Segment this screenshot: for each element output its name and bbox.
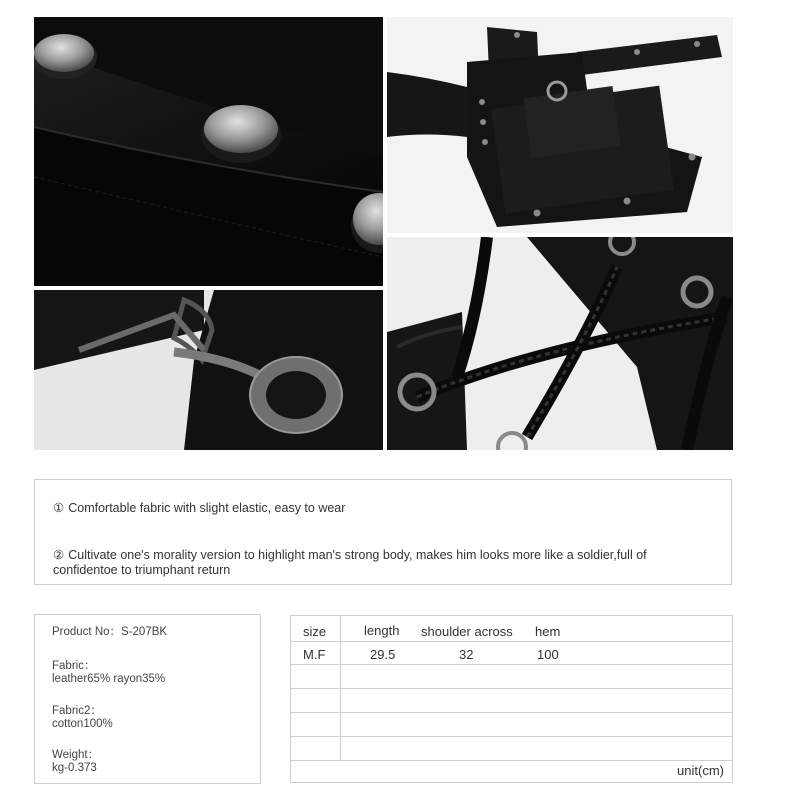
product-info-box	[34, 614, 261, 784]
header-length: length	[364, 623, 400, 638]
fabric-label: Fabric：	[52, 660, 96, 672]
weight-value: kg-0.373	[52, 762, 97, 774]
fabric2-value: cotton100%	[52, 718, 113, 730]
cell-size: M.F	[303, 647, 326, 662]
table-divider	[291, 736, 732, 737]
header-shoulder-across: shoulder across	[421, 624, 513, 639]
feature-text-continued: confidentoe to triumphant return	[53, 563, 231, 577]
feature-number: ①	[53, 501, 65, 515]
weight-label: Weight：	[52, 749, 100, 761]
fabric-value: leather65% rayon35%	[52, 673, 166, 685]
table-divider	[291, 688, 732, 689]
table-divider	[291, 760, 732, 761]
features-box	[34, 479, 732, 585]
header-size: size	[303, 624, 327, 639]
feature-number: ②	[53, 548, 65, 562]
photo-swivel-clip	[34, 290, 383, 450]
unit-label: unit(cm)	[677, 763, 724, 778]
photo-leather-studs	[34, 17, 383, 286]
feature-text: Cultivate one's morality version to highlight man's strong body, makes him looks more like a soldier,full of	[68, 548, 647, 562]
table-divider	[291, 712, 732, 713]
product-number: Product No：S-207BK	[52, 626, 168, 638]
header-hem: hem	[535, 624, 561, 639]
feature-item-2	[53, 548, 647, 578]
feature-item-1	[53, 501, 345, 516]
photo-rope-lacing	[387, 237, 733, 450]
table-divider	[291, 641, 732, 642]
fabric2-label: Fabric2：	[52, 705, 102, 717]
feature-text: Comfortable fabric with slight elastic, easy to wear	[68, 501, 346, 515]
cell-length: 29.5	[370, 647, 396, 662]
table-divider	[291, 664, 732, 665]
table-column-divider	[340, 616, 341, 760]
cell-hem: 100	[537, 647, 559, 662]
cell-shoulder-across: 32	[459, 647, 474, 662]
size-table	[290, 615, 733, 783]
photo-holster-pouch	[387, 17, 733, 233]
